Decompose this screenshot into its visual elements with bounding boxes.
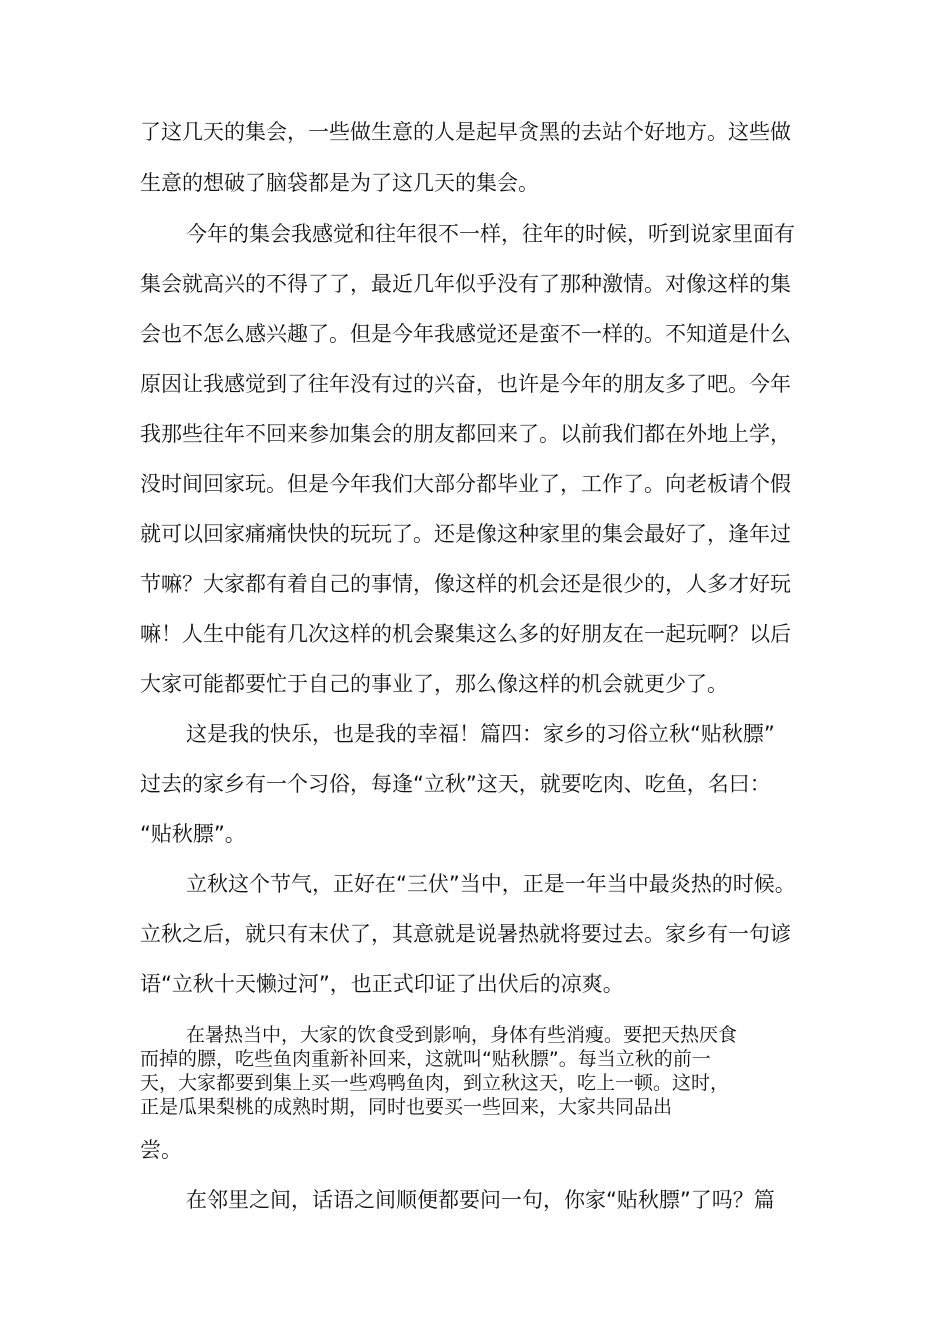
text-line: 语“立秋十天懒过河”，也正式印证了出伏后的凉爽。 bbox=[140, 972, 624, 996]
text-line: 集会就高兴的不得了了，最近几年似乎没有了那种激情。对像这样的集 bbox=[140, 272, 791, 296]
paragraph-start: 在邻里之间，话语之间顺便都要问一句，你家“贴秋膘”了吗？篇 bbox=[186, 1188, 775, 1212]
paragraph-start: 这是我的快乐，也是我的幸福！篇四：家乡的习俗立秋“贴秋膘” bbox=[186, 722, 775, 746]
text-line: 我那些往年不回来参加集会的朋友都回来了。以前我们都在外地上学， bbox=[140, 422, 791, 446]
paragraph-start: 立秋这个节气，正好在“三伏”当中，正是一年当中最炎热的时候。 bbox=[186, 872, 796, 896]
text-line: 会也不怎么感兴趣了。但是今年我感觉还是蛮不一样的。不知道是什么 bbox=[140, 322, 791, 346]
paragraph-start: 今年的集会我感觉和往年很不一样，往年的时候，听到说家里面有 bbox=[186, 222, 795, 246]
text-line: 没时间回家玩。但是今年我们大部分都毕业了，工作了。向老板请个假 bbox=[140, 472, 791, 496]
text-line: 原因让我感觉到了往年没有过的兴奋，也许是今年的朋友多了吧。今年 bbox=[140, 372, 791, 396]
text-line: 尝。 bbox=[140, 1138, 182, 1162]
text-line: 而掉的膘，吃些鱼肉重新补回来，这就叫“贴秋膘”。每当立秋的前一 bbox=[140, 1048, 711, 1070]
text-line: 过去的家乡有一个习俗，每逢“立秋”这天，就要吃肉、吃鱼，名曰： bbox=[140, 772, 771, 796]
text-line: 就可以回家痛痛快快的玩玩了。还是像这种家里的集会最好了，逢年过 bbox=[140, 522, 791, 546]
text-line: 了这几天的集会，一些做生意的人是起早贪黑的去站个好地方。这些做 bbox=[140, 120, 791, 144]
text-line: 生意的想破了脑袋都是为了这几天的集会。 bbox=[140, 171, 539, 195]
text-line: “贴秋膘”。 bbox=[140, 822, 246, 846]
text-line: 天，大家都要到集上买一些鸡鸭鱼肉，到立秋这天，吃上一顿。这时， bbox=[140, 1072, 730, 1094]
paragraph-start: 在暑热当中，大家的饮食受到影响，身体有些消瘦。要把天热厌食 bbox=[186, 1024, 738, 1046]
text-line: 立秋之后，就只有末伏了，其意就是说暑热就将要过去。家乡有一句谚 bbox=[140, 922, 791, 946]
text-line: 节嘛？大家都有着自己的事情，像这样的机会还是很少的，人多才好玩 bbox=[140, 572, 791, 596]
text-line: 大家可能都要忙于自己的事业了，那么像这样的机会就更少了。 bbox=[140, 672, 728, 696]
text-line: 正是瓜果梨桃的成熟时期，同时也要买一些回来，大家共同品出 bbox=[140, 1096, 673, 1118]
text-line: 嘛！人生中能有几次这样的机会聚集这么多的好朋友在一起玩啊？以后 bbox=[140, 622, 791, 646]
